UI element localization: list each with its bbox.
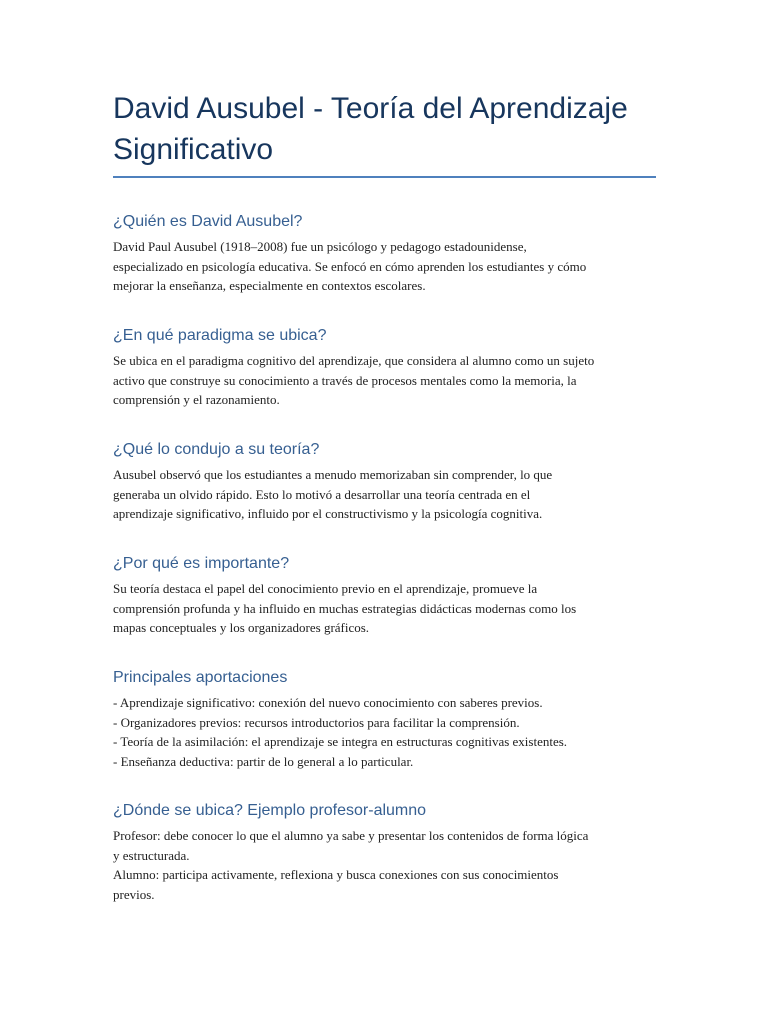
section-donde-se-ubica [113,801,656,904]
paragraph-line: comprensión y el razonamiento. [113,392,280,407]
document-title-line-1: David Ausubel - Teoría del Aprendizaje [113,92,628,125]
list-item: - Teoría de la asimilación: el aprendizaje se integra en estructuras cognitivas existentes. [113,734,568,749]
document-title [113,88,656,176]
document-page [113,88,656,178]
section-paragraph [113,351,656,410]
paragraph-line: activo que construye su conocimiento a través de procesos mentales como la memoria, la [113,372,577,388]
paragraph-line: y estructurada. [113,847,190,863]
section-paragraph [113,465,656,524]
paragraph-line: aprendizaje significativo, influido por el constructivismo y la psicología cognitiva. [113,506,543,521]
paragraph-line: generaba un olvido rápido. Esto lo motivó a desarrollar una teoría centrada en el [113,486,531,502]
list-item: - Aprendizaje significativo: conexión del nuevo conocimiento con saberes previos. [113,695,543,710]
list-item: - Enseñanza deductiva: partir de lo general a lo particular. [113,753,414,769]
section-por-que-importante [113,554,656,638]
paragraph-line: Ausubel observó que los estudiantes a menudo memorizaban sin comprender, lo que [113,467,553,482]
paragraph-line: mejorar la enseñanza, especialmente en contextos escolares. [113,278,426,293]
paragraph-line: Alumno: participa activamente, reflexiona y busca conexiones con sus conocimientos [113,867,559,882]
section-quien-es [113,212,656,296]
paragraph-line: Profesor: debe conocer lo que el alumno ya sabe y presentar los contenidos de forma lógica [113,828,589,843]
section-paragraph [113,237,656,296]
section-paragraph [113,579,656,638]
section-heading: Principales aportaciones [113,669,288,686]
paragraph-line: previos. [113,886,155,902]
section-heading: ¿Dónde se ubica? Ejemplo profesor-alumno [113,802,427,819]
section-paradigma [113,326,656,410]
document-title-line-2: Significativo [113,133,274,166]
paragraph-line: Se ubica en el paradigma cognitivo del aprendizaje, que considera al alumno como un sujeto [113,353,595,368]
paragraph-line: David Paul Ausubel (1918–2008) fue un psicólogo y pedagogo estadounidense, [113,239,527,254]
title-divider [113,176,656,178]
paragraph-line: comprensión profunda y ha influido en muchas estrategias didácticas modernas como los [113,600,577,616]
section-paragraph [113,826,656,904]
section-heading: ¿Quién es David Ausubel? [113,213,303,230]
section-heading: ¿Por qué es importante? [113,555,290,572]
section-heading: ¿Qué lo condujo a su teoría? [113,441,320,458]
section-que-lo-condujo [113,440,656,524]
list-item: - Organizadores previos: recursos introductorios para facilitar la comprensión. [113,714,520,730]
paragraph-line: Su teoría destaca el papel del conocimiento previo en el aprendizaje, promueve la [113,581,538,596]
section-heading: ¿En qué paradigma se ubica? [113,327,327,344]
paragraph-line: especializado en psicología educativa. Se enfocó en cómo aprenden los estudiantes y cómo [113,258,587,274]
section-principales-aportaciones [113,668,656,771]
paragraph-line: mapas conceptuales y los organizadores gráficos. [113,620,370,635]
